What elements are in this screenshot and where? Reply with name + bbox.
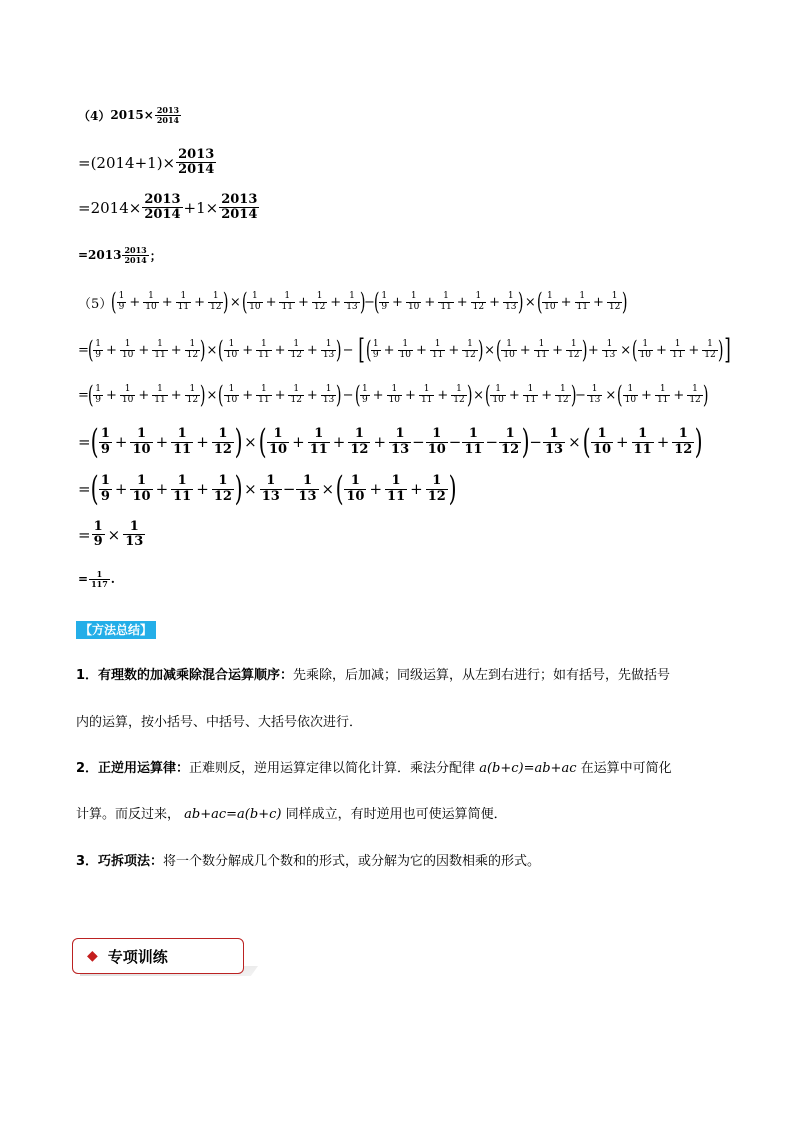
fraction: $\frac{2013}{2014}$ bbox=[156, 105, 180, 125]
method-summary-tag: 【方法总结】 bbox=[76, 621, 156, 639]
method-p2-cont: 计算。而反过来， ab+ac=a(b+c) 同样成立，有时逆用也可使运算简便． bbox=[76, 807, 507, 822]
part5-line0: （5） ( $\frac{1}{9}$ + $\frac{1}{10}$ + $\frac{1}{11}$ + $\frac{1}{12}$ ) × ( $\frac{1}{10}$ + $\frac{1}{11}$ + $\frac{1}{12}$ + $\frac{1}{13}$ ) − ( $\frac{1}{9}$ + $\frac{1}{10}$ + $\frac{1}{11}$ + $\frac{1}{12}$ + $\frac{1}{13}$ ) × ( $\frac{1}{10}$ + $\frac{1}{11}$ + $\frac{1}{12}$ ) bbox=[78, 288, 628, 316]
fraction: $\frac{2013}{2014}$ bbox=[144, 192, 181, 223]
section-header bbox=[72, 938, 244, 974]
part4-line2 bbox=[78, 193, 260, 223]
diamond-icon: ◆ bbox=[87, 948, 98, 964]
part5-line1: = ( $\frac{1}{9}$ + $\frac{1}{10}$ + $\frac{1}{11}$ + $\frac{1}{12}$ ) × ( $\frac{1}{10}$ + $\frac{1}{11}$ + $\frac{1}{12}$ + $\frac{1}{13}$ ) − [ ( $\frac{1}{9}$ + $\frac{1}{10}$ + $\frac{1}{11}$ + $\frac{1}{12}$ ) × ( $\frac{1}{10}$ + $\frac{1}{11}$ + $\frac{1}{12}$ ) + $\frac{1}{13}$ × ( $\frac{1}{10}$ + $\frac{1}{11}$ + $\frac{1}{12}$ ) ] bbox=[78, 333, 731, 366]
method-p1-cont: 内的运算，按小括号、中括号、大括号依次进行． bbox=[76, 715, 363, 730]
section-title: 专项训练 bbox=[107, 947, 168, 966]
part4-step3: =2013 bbox=[78, 248, 122, 263]
distributive-reverse-formula: ab+ac=a(b+c) bbox=[184, 807, 282, 822]
fraction: $\frac{2013}{2014}$ bbox=[178, 147, 215, 178]
fraction: $\frac{2013}{2014}$ bbox=[124, 245, 147, 265]
part4-step2b: +1× bbox=[183, 198, 219, 217]
part5-line4: = ( $\frac{1}{9}$ + $\frac{1}{10}$ + $\frac{1}{11}$ + $\frac{1}{12}$ ) × $\frac{1}{13}$ − $\frac{1}{13}$ × ( $\frac{1}{10}$ + $\frac{1}{11}$ + $\frac{1}{12}$ ) bbox=[78, 469, 457, 509]
part5-line5: = $\frac{1}{9}$ × $\frac{1}{13}$ bbox=[78, 519, 144, 550]
part4-line3: =2013 $\frac{2013}{2014}$ ； bbox=[78, 245, 162, 265]
part5-line2: = ( $\frac{1}{9}$ + $\frac{1}{10}$ + $\frac{1}{11}$ + $\frac{1}{12}$ ) × ( $\frac{1}{10}$ + $\frac{1}{11}$ + $\frac{1}{12}$ + $\frac{1}{13}$ ) − ( $\frac{1}{9}$ + $\frac{1}{10}$ + $\frac{1}{11}$ + $\frac{1}{12}$ ) × ( $\frac{1}{10}$ + $\frac{1}{11}$ + $\frac{1}{12}$ ) − $\frac{1}{13}$ × ( $\frac{1}{10}$ + $\frac{1}{11}$ + $\frac{1}{12}$ ) bbox=[78, 381, 709, 409]
part5-line3: = ( $\frac{1}{9}$ + $\frac{1}{10}$ + $\frac{1}{11}$ + $\frac{1}{12}$ ) × ( $\frac{1}{10}$ + $\frac{1}{11}$ + $\frac{1}{12}$ + $\frac{1}{13}$ − $\frac{1}{10}$ − $\frac{1}{11}$ − $\frac{1}{12}$ ) − $\frac{1}{13}$ × ( $\frac{1}{10}$ + $\frac{1}{11}$ + $\frac{1}{12}$ ) bbox=[78, 422, 703, 462]
fraction: $\frac{2013}{2014}$ bbox=[221, 192, 258, 223]
part4-line1 bbox=[78, 148, 217, 178]
part5-label: （5） bbox=[78, 296, 113, 312]
method-p3: 3．巧拆项法：将一个数分解成几个数和的形式，或分解为它的因数相乘的形式。 bbox=[76, 854, 541, 869]
method-p1: 1．有理数的加减乘除混合运算顺序：先乘除，后加减；同级运算，从左到右进行；如有括号，先做括号 bbox=[76, 668, 671, 683]
part4-expr: 2015× bbox=[110, 108, 154, 123]
part5-final: = $\frac{1}{117}$ . bbox=[78, 569, 115, 589]
part4-line0 bbox=[78, 106, 182, 125]
distributive-formula: a(b+c)=ab+ac bbox=[479, 761, 577, 776]
method-p2: 2．正逆用运算律：正难则反，逆用运算定律以简化计算．乘法分配律 a(b+c)=ab+ac 在运算中可简化 bbox=[76, 761, 672, 776]
part4-step2a: =2014× bbox=[78, 198, 142, 217]
part4-step1: =(2014+1)× bbox=[78, 153, 176, 172]
part4-label: （4） bbox=[78, 108, 111, 123]
